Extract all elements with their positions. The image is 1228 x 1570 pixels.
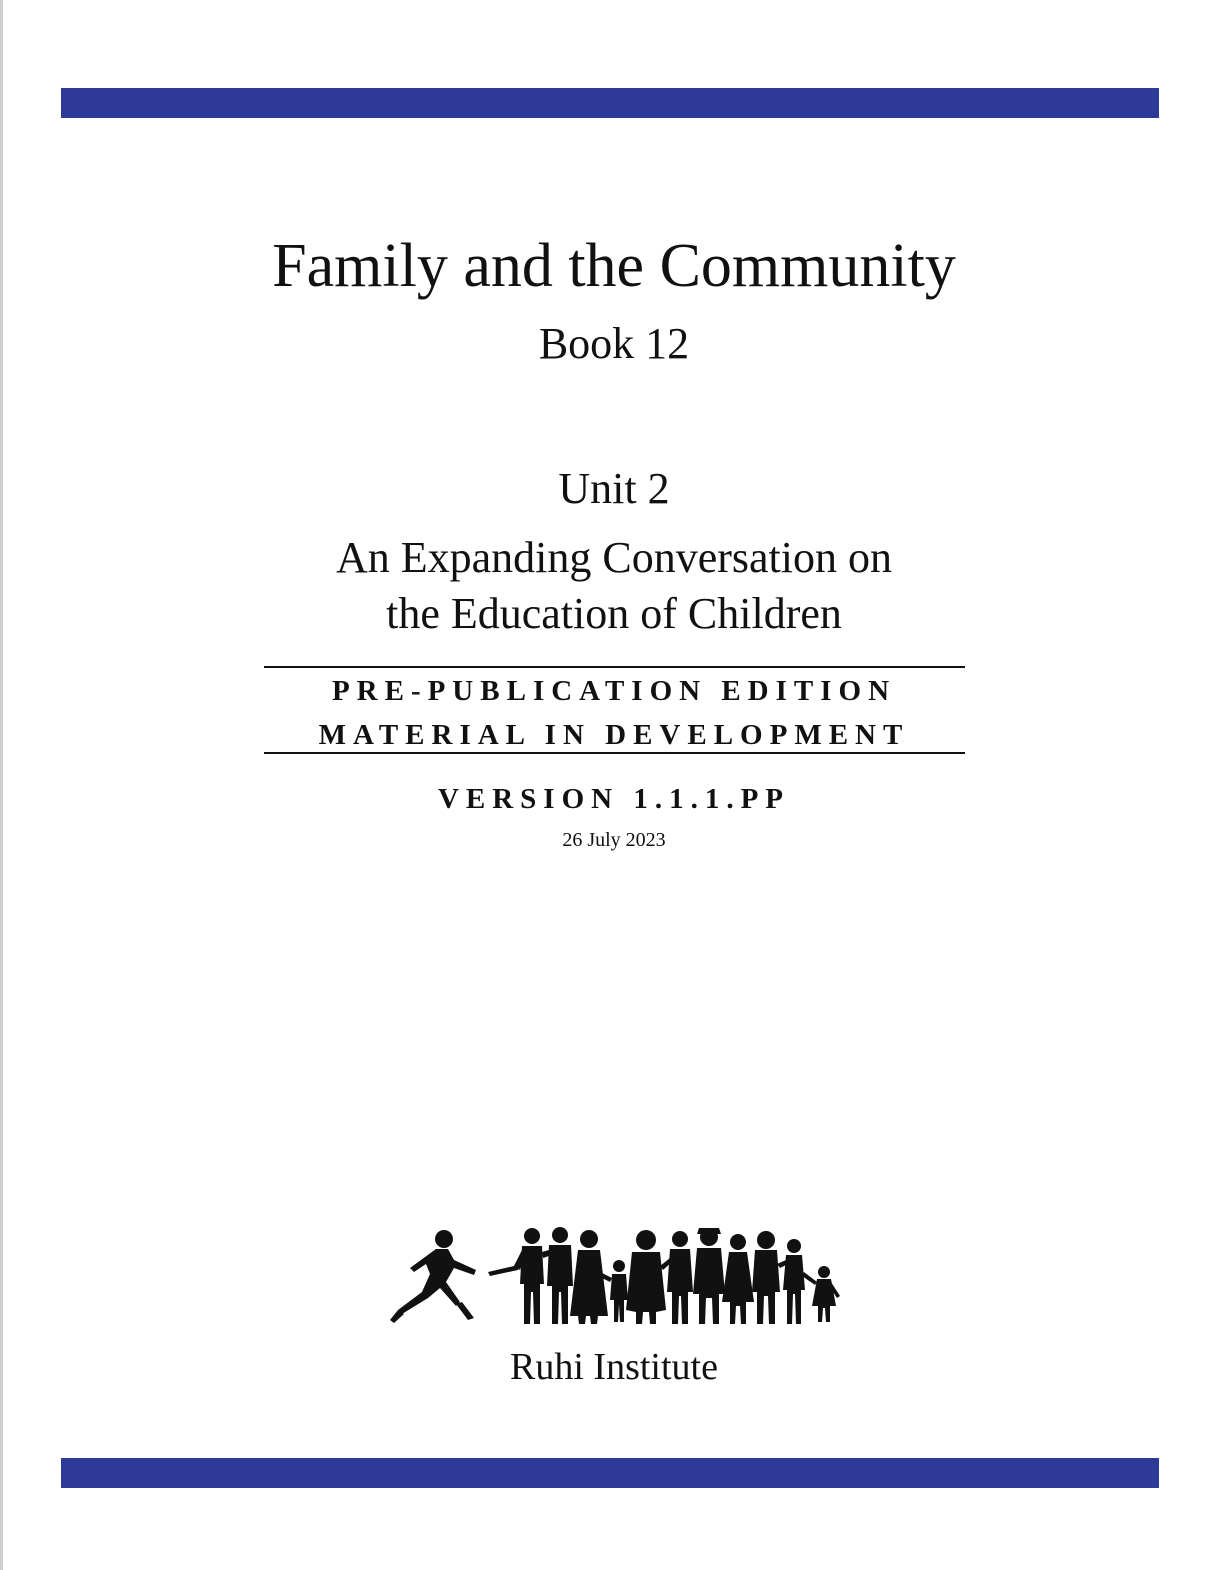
top-blue-band — [61, 88, 1159, 118]
edition-notice — [0, 669, 1228, 757]
edition-notice-line-2: MATERIAL IN DEVELOPMENT — [318, 719, 910, 751]
book-number: Book 12 — [538, 319, 690, 368]
notice-rule-top — [264, 666, 965, 668]
version-label: VERSION 1.1.1.PP — [437, 783, 791, 815]
book-title: Family and the Community — [272, 232, 956, 300]
notice-rule-bottom — [264, 752, 965, 754]
publisher-name: Ruhi Institute — [510, 1346, 718, 1388]
unit-number: Unit 2 — [558, 464, 670, 513]
bottom-blue-band — [61, 1458, 1159, 1488]
unit-subtitle — [0, 530, 1228, 642]
unit-subtitle-line-2: the Education of Children — [386, 589, 842, 638]
edition-notice-line-1: PRE-PUBLICATION EDITION — [331, 675, 897, 707]
unit-subtitle-line-1: An Expanding Conversation on — [335, 533, 893, 582]
release-date: 26 July 2023 — [562, 829, 666, 851]
people-silhouettes-logo-icon — [384, 1222, 844, 1332]
